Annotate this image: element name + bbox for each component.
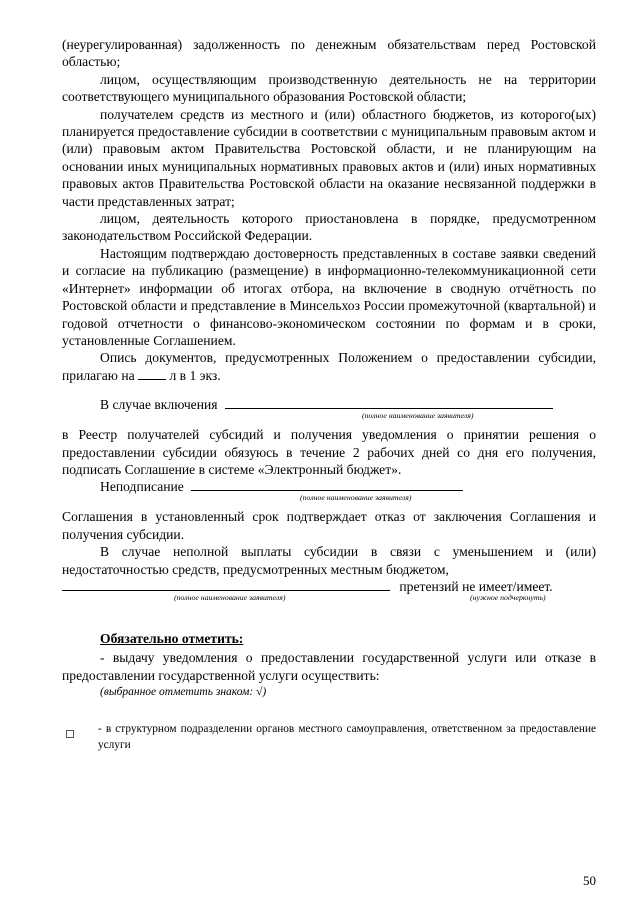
paragraph-inclusion: в Реестр получателей субсидий и получения уведомления о принятии решения о предоставлении субсидии обязуюсь в течение 2 рабочих дней со дня его получения, подписать Соглашение в системе «Электронный бюджет». (62, 427, 596, 477)
paragraph-production: лицом, осуществляющим производственную деятельность не на территории соответствующего муниципального образования Ростовской области; (62, 71, 596, 105)
paragraph-consent: Настоящим подтверждаю достоверность представленных в составе заявки сведений и согласие на публикацию (размещение) в информационно-телекоммуникационной сети «Интернет» информации об итогах отбора, на включение в сводную отчётность по Ростовской области и представление в Минсельхоз России промежуточной (квартальной) и годовой отчетности о финансово-экономическом состоянии по формам и в сроки, установленные Соглашением. (62, 245, 596, 348)
mandatory-note: (выбранное отметить знаком: √) (100, 686, 267, 699)
partial-tail: претензий не имеет/имеет. (399, 578, 553, 594)
inclusion-row (62, 396, 596, 426)
inclusion-caption: (полное наименование заявителя) (362, 411, 474, 421)
partial-applicant-field[interactable] (62, 590, 390, 591)
inventory-tail: л в 1 экз. (169, 367, 221, 383)
partial-row (62, 578, 596, 608)
mandatory-heading: Обязательно отметить: (100, 630, 244, 646)
option-checkbox[interactable] (66, 730, 74, 738)
option-row (62, 722, 596, 753)
paragraph-budget: получателем средств из местного и (или) областного бюджетов, из которого(ых) планируется предоставление субсидии в соответствии с муниципальным правовым актом и (или) правовым актом Правительства Ростовской области, и не планирующим на основании иных муниципальных нормативных правовых актов и (или) иных нормативных правовых актов Правительства Ростовской области на оказание несвязанной поддержки в части представленных затрат; (62, 106, 596, 209)
document-page (62, 36, 596, 753)
page-number: 50 (583, 873, 596, 888)
paragraph-suspended: лицом, деятельность которого приостановлена в порядке, предусмотренном законодательством Российской Федерации. (62, 211, 596, 244)
inventory-pages-blank[interactable] (138, 379, 166, 380)
paragraph-debt: (неурегулированная) задолженность по денежным обязательствам перед Ростовской областью; (62, 37, 596, 70)
partial-caption-right: (нужное подчеркнуть) (470, 592, 546, 602)
nonsigning-lead: Неподписание (100, 479, 184, 495)
paragraph-mandatory: - выдачу уведомления о предоставлении государственной услуги или отказе в предоставлении государственной услуги осуществить: (62, 650, 596, 683)
paragraph-nonsigning: Соглашения в установленный срок подтверждает отказ от заключения Соглашения и получения субсидии. (62, 509, 596, 542)
paragraph-partial: В случае неполной выплаты субсидии в связи с уменьшением и (или) недостаточностью средств, предусмотренных местным бюджетом, (62, 544, 596, 577)
nonsigning-caption: (полное наименование заявителя) (300, 493, 412, 503)
paragraph-inventory (62, 349, 596, 384)
inventory-text: Опись документов, предусмотренных Положением о предоставлении субсидии, прилагаю на (62, 350, 596, 383)
inclusion-applicant-field[interactable] (225, 408, 553, 409)
option-text: - в структурном подразделении органов местного самоуправления, ответственном за предоставление услуги (98, 723, 596, 751)
nonsigning-applicant-field[interactable] (191, 490, 463, 491)
partial-caption-left: (полное наименование заявителя) (174, 592, 286, 602)
nonsigning-row (62, 478, 596, 508)
inclusion-lead: В случае включения (100, 397, 218, 413)
